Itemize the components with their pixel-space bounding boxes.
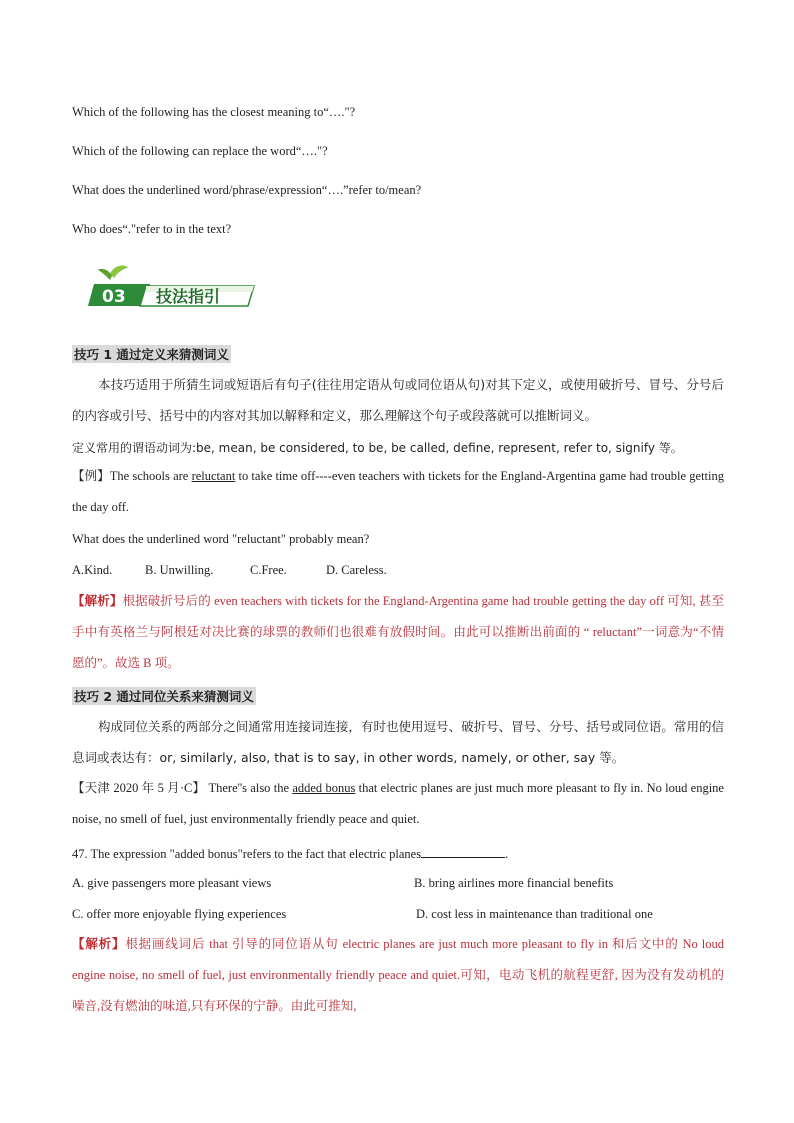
section-title: 技法指引: [156, 287, 221, 306]
tip-2-intro: 构成同位关系的两部分之间通常用连接词连接，有时也使用逗号、破折号、冒号、分号、括号或同位语。常用的信息词或表达有：or, similarly, also, that is to say, in other words, namely, or other, say 等。: [72, 719, 724, 765]
tip-2-question: 47. The expression "added bonus"refers to the fact that electric planes .: [72, 847, 509, 861]
tip-1-intro: 本技巧适用于所猜生词或短语后有句子(往往用定语从句或同位语从句)对其下定义，或使用破折号、冒号、分号后的内容或引号、括号中的内容对其加以解释和定义，那么理解这个句子或段落就可以推断词义。: [72, 377, 724, 423]
tip-2-option-a: A. give passengers more pleasant views: [72, 876, 272, 890]
section-number: 03: [102, 287, 126, 307]
tip-1-heading: 技巧 1 通过定义来猜测词义: [74, 347, 229, 362]
question-stem-1: Which of the following has the closest meaning to“…."?: [72, 105, 356, 119]
tip-2-heading: 技巧 2 通过同位关系来猜测词义: [74, 689, 254, 704]
tip-1-option-b: B. Unwilling.: [145, 563, 214, 577]
leaf-icon: [110, 266, 128, 278]
question-stem-2: Which of the following can replace the word“…."?: [72, 144, 328, 158]
tip-1-analysis: 【解析】根据破折号后的 even teachers with tickets for the England-Argentina game had trouble getting the day off 可知, 甚至手中有英格兰与阿根廷对决比赛的球票的教师们也很难有放假时间。由此可以推断出前面的 “ reluctant”一词意为“不情愿的”。故选 B 项。: [72, 594, 724, 670]
tip-1-example: 【例】The schools are reluctant to take time off----even teachers with tickets for the England-Argentina game had trouble getting the day off.: [72, 469, 724, 514]
section-banner: [88, 264, 256, 314]
tip-1-option-d: D. Careless.: [326, 563, 387, 577]
tip-1-option-a: A.Kind.: [72, 563, 113, 577]
question-stem-4: Who does“."refer to in the text?: [72, 222, 232, 236]
tip-2-example: 【天津 2020 年 5 月·C】 There''s also the added bonus that electric planes are just much more pleasant to fly in. No loud engine noise, no smell of fuel, just environmentally friendly peace and quiet.: [72, 781, 724, 826]
underlined-phrase: added bonus: [292, 781, 356, 795]
tip-2-option-b: B. bring airlines more financial benefits: [414, 876, 614, 890]
underlined-word: reluctant: [191, 469, 236, 483]
answer-blank: [421, 845, 505, 858]
tip-2-option-d: D. cost less in maintenance than traditional one: [416, 907, 653, 921]
tip-1-question: What does the underlined word "reluctant" probably mean?: [72, 532, 370, 546]
tip-2-option-c: C. offer more enjoyable flying experiences: [72, 907, 287, 921]
question-stem-3: What does the underlined word/phrase/expression“….”refer to/mean?: [72, 183, 422, 197]
tip-2-analysis: 【解析】根据画线词后 that 引导的同位语从句 electric planes are just much more pleasant to fly in 和后文中的 No loud engine noise, no smell of fuel, just environmentally friendly peace and quiet.可知，电动飞机的航程更舒, 因为没有发动机的噪音,没有燃油的味道,只有环保的宁静。由此可推知,: [72, 937, 724, 1013]
tip-1-verbs: 定义常用的谓语动词为:be, mean, be considered, to be, be called, define, represent, refer to, signify 等。: [72, 441, 683, 455]
tip-1-option-c: C.Free.: [250, 563, 287, 577]
